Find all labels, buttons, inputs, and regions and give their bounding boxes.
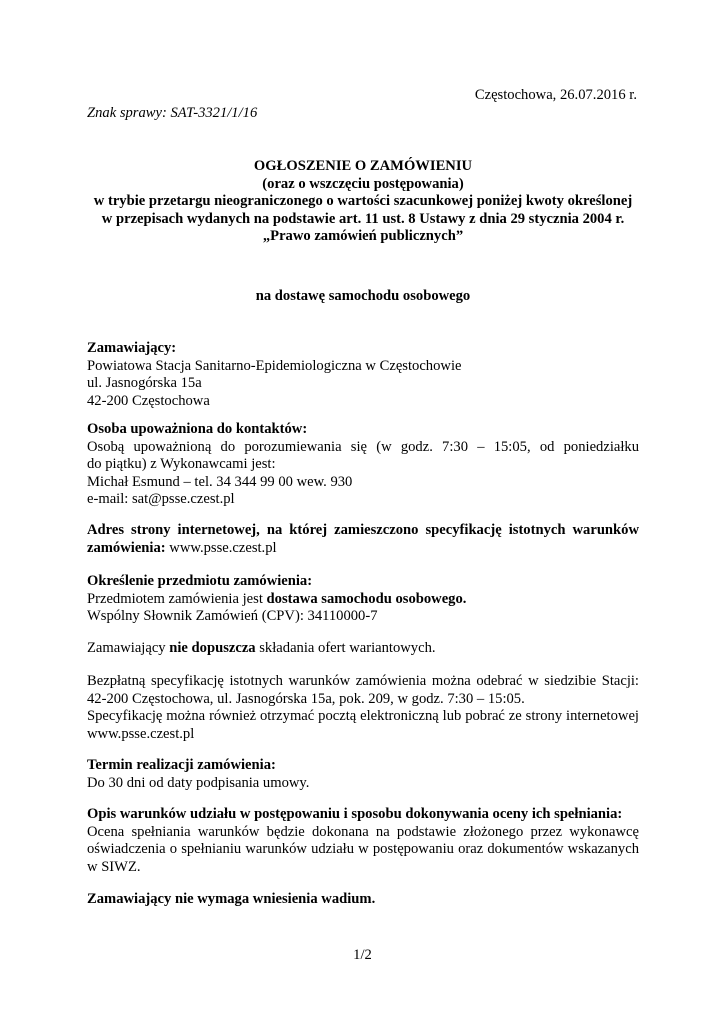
conditions-line-3: w SIWZ.	[87, 858, 141, 875]
conditions-section	[87, 806, 639, 876]
spec-line-2: 42-200 Częstochowa, ul. Jasnogórska 15a, pok. 209, w godz. 7:30 – 15:05.	[87, 690, 525, 707]
subject-line-bold: dostawa samochodu osobowego.	[266, 590, 467, 607]
title-line-3: w trybie przetargu nieograniczonego o wartości szacunkowej poniżej kwoty określonej	[93, 193, 633, 209]
ordering-party-section	[87, 340, 639, 410]
spec-line-1: Bezpłatną specyfikację istotnych warunków zamówienia można odebrać w siedzibie Stacji:	[87, 673, 639, 689]
website-line-2	[87, 540, 639, 558]
deadline-section	[87, 757, 639, 792]
contact-line-2: do piątku) z Wykonawcami jest:	[87, 456, 276, 472]
title-line-1: OGŁOSZENIE O ZAMÓWIENIU	[253, 158, 473, 174]
deposit-statement: Zamawiający nie wymaga wniesienia wadium.	[87, 891, 376, 907]
contact-person: Michał Esmund – tel. 34 344 99 00 wew. 930	[87, 473, 353, 490]
deadline-text: Do 30 dni od daty podpisania umowy.	[87, 774, 310, 791]
case-reference: Znak sprawy: SAT-3321/1/16	[87, 105, 258, 121]
ordering-party-city: 42-200 Częstochowa	[87, 392, 210, 409]
spec-line-4: www.psse.czest.pl	[87, 725, 195, 742]
place-date: Częstochowa, 26.07.2016 r.	[474, 87, 637, 103]
subject-section	[87, 573, 639, 626]
conditions-heading: Opis warunków udziału w postępowaniu i sposobu dokonywania oceny ich spełniania:	[87, 806, 623, 822]
contact-email: e-mail: sat@psse.czest.pl	[87, 491, 235, 507]
conditions-line-2: oświadczenia o spełnianiu warunków udziału w postępowaniu oraz dokumentów wskazanych	[87, 841, 639, 857]
conditions-line-1: Ocena spełniania warunków będzie dokonana na podstawie złożonego przez wykonawcę	[87, 823, 639, 840]
title-line-2: (oraz o wszczęciu postępowania)	[262, 175, 464, 192]
variants-prefix: Zamawiający	[87, 640, 170, 656]
ordering-party-street: ul. Jasnogórska 15a	[87, 375, 202, 391]
website-section	[87, 522, 639, 557]
contact-section	[87, 421, 639, 509]
title-line-5: „Prawo zamówień publicznych”	[262, 228, 464, 244]
subject-title: na dostawę samochodu osobowego	[255, 288, 471, 304]
announcement-title	[87, 158, 639, 246]
website-url: www.psse.czest.pl	[165, 539, 277, 556]
deadline-heading: Termin realizacji zamówienia:	[87, 757, 276, 773]
ordering-party-heading: Zamawiający:	[87, 340, 177, 356]
subject-line-prefix: Przedmiotem zamówienia jest	[87, 590, 267, 607]
page-number: 1/2	[353, 947, 372, 963]
cpv-code: Wspólny Słownik Zamówień (CPV): 34110000-7	[87, 608, 378, 624]
variants-statement	[87, 640, 639, 658]
subject-line	[87, 591, 639, 609]
variants-bold: nie dopuszcza	[169, 640, 256, 656]
specification-section	[87, 673, 639, 743]
title-line-4: w przepisach wydanych na podstawie art. 11 ust. 8 Ustawy z dnia 29 stycznia 2004 r.	[101, 210, 625, 227]
spec-line-3: Specyfikację można również otrzymać pocztą elektroniczną lub pobrać ze strony internetowej	[87, 708, 639, 724]
website-line-1: Adres strony internetowej, na której zamieszczono specyfikację istotnych warunków	[87, 522, 639, 538]
ordering-party-name: Powiatowa Stacja Sanitarno-Epidemiologiczna w Częstochowie	[87, 357, 462, 374]
subject-heading: Określenie przedmiotu zamówienia:	[87, 573, 313, 589]
contact-line-1: Osobą upoważnioną do porozumiewania się (w godz. 7:30 – 15:05, od poniedziałku	[87, 438, 639, 455]
website-label: zamówienia:	[87, 539, 166, 556]
variants-suffix: składania ofert wariantowych.	[255, 640, 436, 656]
contact-heading: Osoba upoważniona do kontaktów:	[87, 421, 308, 437]
